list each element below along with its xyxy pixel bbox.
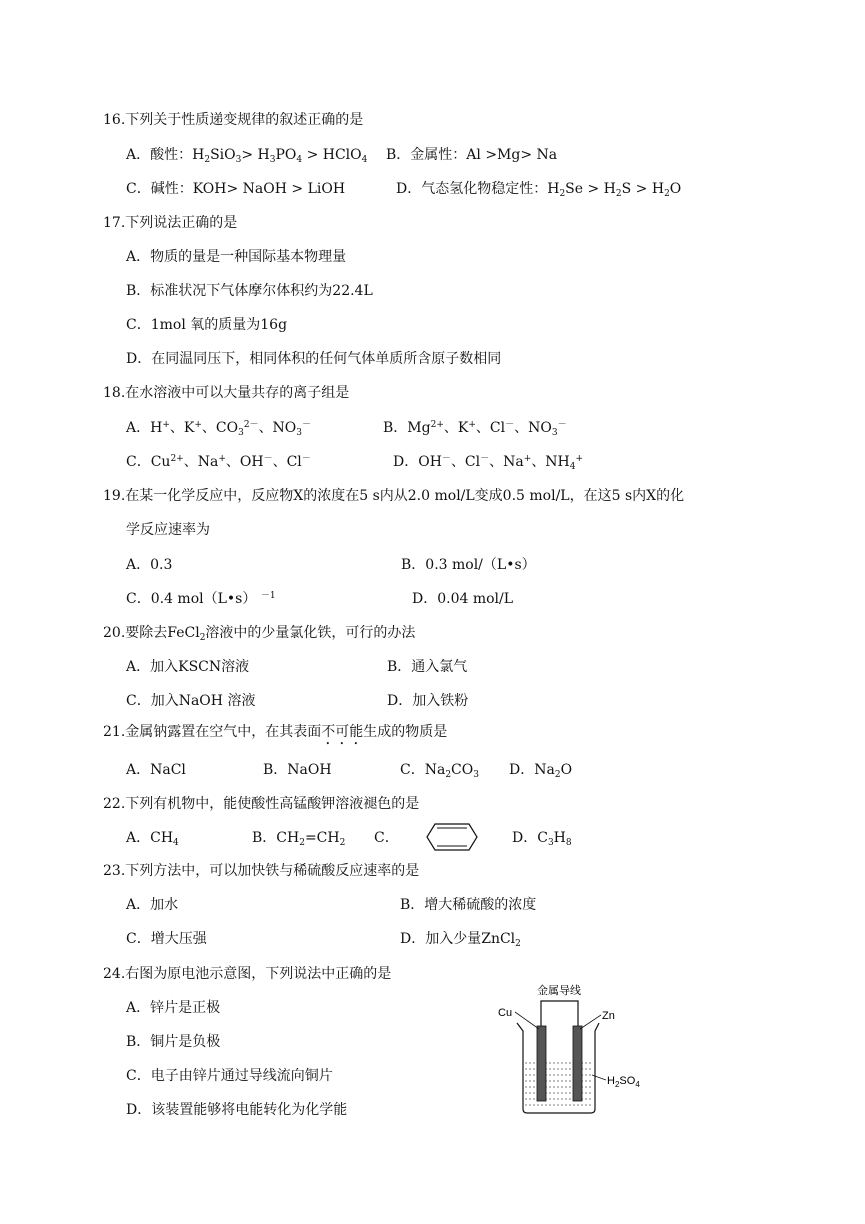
q21-option-c[interactable]: C．$Na_2CO_3$	[400, 762, 479, 780]
q18-option-b[interactable]: B．$Mg^{2+}$、K+、Cl－、$NO_3^-$	[383, 420, 567, 438]
question-23-stem: 23.下列方法中，可以加快铁与稀硫酸反应速率的是	[103, 863, 420, 879]
q22-option-d[interactable]: D．$C_3H_8$	[512, 830, 572, 848]
q17-option-b[interactable]: B．标准状况下气体摩尔体积约为22.4L	[126, 283, 373, 299]
acid-label: $H_2SO_4$	[607, 1075, 640, 1089]
q24-option-a[interactable]: A．锌片是正极	[126, 1000, 221, 1016]
q16-option-b[interactable]: B．金属性：Al >Mg> Na	[386, 147, 558, 163]
emphasis-not-possible: 不可能	[321, 724, 364, 740]
q16-option-d[interactable]: D．气态氢化物稳定性：$H_2Se > H_2S > H_2O$	[396, 181, 682, 199]
question-21-stem: 21.金属钠露置在空气中，在其表面不可能生成的物质是	[103, 724, 448, 740]
q22-option-a[interactable]: A．$CH_4$	[126, 830, 179, 848]
q16-option-c[interactable]: C．碱性：KOH> NaOH > LiOH	[126, 181, 346, 197]
q16-option-a[interactable]: A．酸性：$H_2SiO_3> H_3PO_4$ > HClO$_4$	[126, 147, 368, 165]
q24-option-c[interactable]: C．电子由锌片通过导线流向铜片	[126, 1068, 333, 1084]
metal-wire	[541, 1001, 578, 1036]
q18-option-d[interactable]: D．OH－、Cl－、Na+、$NH_4^+$	[393, 454, 584, 472]
q19-option-b[interactable]: B．0.3 mol/（L•s）	[401, 557, 536, 573]
q22-option-c[interactable]: C．	[374, 830, 399, 846]
acid-solution	[525, 1063, 593, 1105]
q20-option-a[interactable]: A．加入KSCN溶液	[126, 659, 250, 675]
q17-option-c[interactable]: C．1mol 氧的质量为16g	[126, 317, 288, 333]
q23-option-d[interactable]: D．加入少量ZnCl$_2$	[400, 931, 521, 949]
q23-option-a[interactable]: A．加水	[126, 897, 179, 913]
question-16-stem: 16.下列关于性质递变规律的叙述正确的是	[103, 112, 364, 128]
question-19-stem-line2: 学反应速率为	[126, 522, 210, 538]
q18-option-a[interactable]: A．H+、K+、$CO_3^{2-}$、$NO_3^-$	[126, 420, 312, 438]
q23-option-b[interactable]: B．增大稀硫酸的浓度	[400, 897, 537, 913]
q18-option-c[interactable]: C．$Cu^{2+}$、Na+、OH－、Cl－	[126, 454, 311, 470]
galvanic-cell-diagram	[495, 981, 655, 1121]
q19-option-d[interactable]: D．0.04 mol/L	[412, 591, 514, 607]
q21-option-b[interactable]: B．NaOH	[263, 762, 332, 778]
question-19-stem-line1: 19.在某一化学反应中，反应物X的浓度在5 s内从2.0 mol/L变成0.5 mol/L，在这5 s内X的化	[103, 488, 685, 504]
q17-option-a[interactable]: A．物质的量是一种国际基本物理量	[126, 249, 347, 265]
q21-option-d[interactable]: D．$Na_2O$	[509, 762, 573, 780]
q20-option-c[interactable]: C．加入NaOH 溶液	[126, 693, 256, 709]
beaker	[517, 1023, 599, 1113]
copper-electrode	[537, 1026, 546, 1101]
q22-option-b[interactable]: B．$CH_2=CH_2$	[252, 830, 346, 848]
zn-label: Zn	[602, 1010, 615, 1022]
question-17-stem: 17.下列说法正确的是	[103, 215, 238, 231]
question-24-stem: 24.右图为原电池示意图，下列说法中正确的是	[103, 966, 392, 982]
wire-label: 金属导线	[537, 985, 581, 997]
q24-option-d[interactable]: D．该装置能够将电能转化为化学能	[126, 1102, 348, 1118]
q24-option-b[interactable]: B．铜片是负极	[126, 1034, 221, 1050]
cu-label: Cu	[498, 1007, 513, 1019]
q17-option-d[interactable]: D．在同温同压下，相同体积的任何气体单质所含原子数相同	[126, 351, 502, 367]
q20-option-b[interactable]: B．通入氯气	[387, 659, 468, 675]
q23-option-c[interactable]: C．增大压强	[126, 931, 207, 947]
q20-option-d[interactable]: D．加入铁粉	[387, 693, 469, 709]
q19-option-a[interactable]: A．0.3	[126, 557, 173, 573]
question-22-stem: 22.下列有机物中，能使酸性高锰酸钾溶液褪色的是	[103, 796, 420, 812]
zinc-electrode	[573, 1026, 582, 1101]
benzene-ring-icon	[426, 822, 478, 852]
question-18-stem: 18.在水溶液中可以大量共存的离子组是	[103, 385, 350, 401]
q19-option-c[interactable]: C．0.4 mol（L•s） $^{-1}$	[126, 591, 276, 607]
q21-option-a[interactable]: A．NaCl	[126, 762, 186, 778]
question-20-stem: 20.要除去FeCl$_2$溶液中的少量氯化铁，可行的办法	[103, 625, 416, 643]
